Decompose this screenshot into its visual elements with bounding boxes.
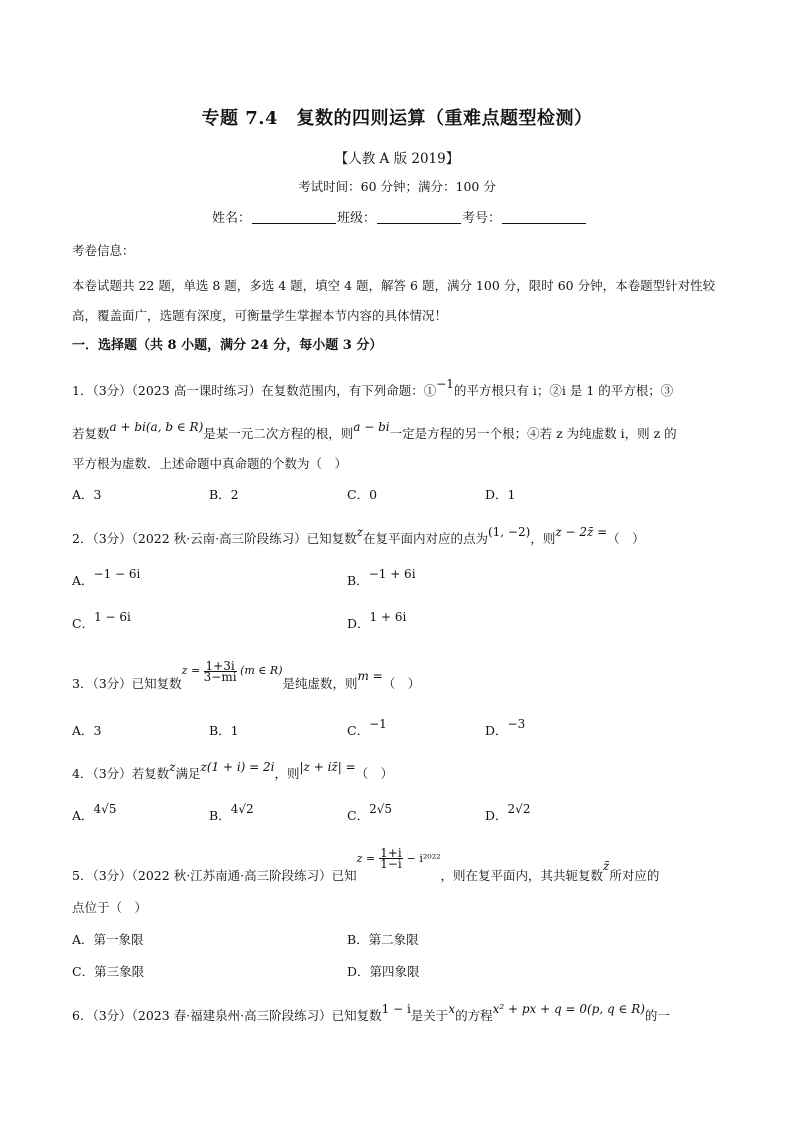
question-6-text: 的一: [644, 1008, 670, 1023]
option-d[interactable]: D．1: [485, 487, 516, 502]
question-5-line-2: 点位于（ ）: [72, 900, 148, 915]
question-6-line-1: [72, 1002, 670, 1024]
option-c[interactable]: C．0: [347, 487, 378, 502]
student-info-fields: [212, 207, 587, 226]
section-title: 一．选择题（共 8 小题，满分 24 分，每小题 3 分）: [72, 338, 383, 353]
option-label: D．: [347, 616, 370, 631]
option-b[interactable]: B．2: [209, 487, 239, 502]
question-1-text: 是某一元二次方程的根，则: [203, 426, 354, 441]
option-d[interactable]: [485, 802, 531, 824]
question-2-text: 2．（3分）（2022 秋·云南·高三阶段练习）已知复数: [72, 531, 357, 546]
question-3-text: 3．（3分）已知复数: [72, 676, 182, 691]
option-value: −1 − 6i: [93, 567, 141, 581]
option-label: D．: [485, 723, 508, 738]
option-a[interactable]: [72, 567, 141, 589]
option-a[interactable]: A．第一象限: [72, 932, 144, 947]
option-c[interactable]: [347, 802, 392, 824]
option-value: 4√5: [93, 802, 117, 816]
math-expression: z =: [356, 852, 376, 865]
math-expression: m =: [357, 669, 383, 683]
info-text: 本卷试题共 22 题，单选 8 题，多选 4 题，填空 4 题，解答 6 题，满分 100 分，限时 60 分钟，本卷题型针对性较高，覆盖面广，选题有深度，可衡量学生掌握本节内容的具体情况！: [72, 278, 716, 323]
option-b[interactable]: [347, 567, 416, 589]
question-3-text: （ ）: [382, 676, 421, 691]
option-label: D．: [485, 808, 508, 823]
math-expression: z(1 + i) = 2i: [200, 760, 275, 774]
math-fraction-expression: [356, 846, 441, 871]
question-3-line-1: [72, 658, 421, 691]
option-a[interactable]: A．3: [72, 723, 102, 738]
fraction-numerator: 1+i: [380, 846, 402, 860]
question-1-line-3: 平方根为虚数．上述命题中真命题的个数为（ ）: [72, 456, 348, 471]
fraction: [203, 658, 237, 684]
math-expression: − i²⁰²²: [406, 852, 441, 865]
math-expression: 1 − i: [381, 1002, 411, 1016]
option-value: −1 + 6i: [368, 567, 416, 581]
fraction-numerator: 1+3i: [205, 658, 235, 673]
question-1-text: 1．（3分）（2023 高一课时练习）在复数范围内，有下列命题：①: [72, 383, 437, 398]
question-1-line-2: [72, 420, 677, 442]
question-2-text: （ ）: [607, 531, 645, 546]
edition-label: 【人教 A 版 2019】: [334, 151, 460, 167]
math-expression: z =: [181, 664, 201, 677]
fraction: [379, 848, 403, 869]
option-a[interactable]: [72, 802, 117, 824]
option-a[interactable]: A．3: [72, 487, 102, 502]
question-6-text: 6．（3分）（2023 春·福建泉州·高三阶段练习）已知复数: [72, 1008, 382, 1023]
question-6-text: 是关于: [410, 1008, 449, 1023]
question-5-text: 所对应的: [609, 868, 660, 883]
math-expression: a + bi(a, b ∈ R): [109, 420, 204, 434]
math-expression: z: [169, 760, 176, 774]
option-label: C．: [347, 808, 370, 823]
math-expression: (1, −2): [487, 525, 531, 539]
option-d[interactable]: D．第四象限: [347, 964, 420, 979]
math-expression: −1: [436, 377, 454, 391]
math-expression: z̄: [603, 859, 610, 873]
question-2-line-1: [72, 525, 645, 547]
question-4-text: 4．（3分）若复数: [72, 766, 170, 781]
option-label: B．: [347, 573, 369, 588]
info-heading: 考卷信息：: [72, 243, 135, 258]
exam-time-text: 考试时间：60 分钟；满分：100 分: [298, 179, 496, 194]
question-1-line-1: [72, 377, 674, 399]
page-title: 专题 7.4 复数的四则运算（重难点题型检测）: [201, 108, 593, 129]
math-expression: z: [356, 525, 363, 539]
option-c[interactable]: [72, 610, 131, 632]
math-fraction-expression: [181, 658, 283, 684]
option-b[interactable]: B．1: [209, 723, 239, 738]
math-expression: a − bi: [353, 420, 390, 434]
question-4-line-1: [72, 760, 394, 782]
question-6-text: 的方程: [455, 1008, 493, 1023]
option-value: 2√5: [369, 802, 392, 816]
class-label: 班级：: [337, 211, 377, 226]
question-3-text: 是纯虚数，则: [282, 676, 358, 691]
option-c[interactable]: [347, 717, 387, 739]
fraction-denominator: 3−mi: [203, 669, 237, 684]
question-2-text: 在复平面内对应的点为: [362, 531, 488, 546]
option-value: 4√2: [230, 802, 254, 816]
number-blank[interactable]: [502, 211, 586, 224]
question-1-text: 的平方根只有 i；②i 是 1 的平方根；③: [453, 383, 674, 398]
option-value: −3: [507, 717, 526, 731]
class-blank[interactable]: [377, 211, 461, 224]
name-label: 姓名：: [212, 211, 252, 226]
question-5-text: ，则在复平面内，其共轭复数: [440, 868, 604, 883]
question-2-text: ，则: [530, 531, 556, 546]
math-expression: x: [448, 1002, 456, 1016]
math-expression: z − 2z̄ =: [555, 525, 608, 539]
question-4-text: （ ）: [355, 766, 394, 781]
option-value: 1 + 6i: [369, 610, 407, 624]
question-1-text: 若复数: [72, 426, 110, 441]
question-1-text: 一定是方程的另一个根；④若 z 为纯虚数 i，则 z 的: [389, 426, 677, 441]
option-b[interactable]: [209, 802, 254, 824]
number-label: 考号：: [462, 211, 502, 226]
fraction-denominator: 1−i: [380, 857, 402, 871]
option-d[interactable]: [347, 610, 407, 632]
option-value: 1 − 6i: [94, 610, 131, 624]
option-label: C．: [347, 723, 370, 738]
question-5-line-1: [72, 846, 660, 883]
option-b[interactable]: B．第二象限: [347, 932, 419, 947]
option-d[interactable]: [485, 717, 526, 739]
name-blank[interactable]: [252, 211, 336, 224]
math-expression: |z + iz̄| =: [299, 760, 356, 774]
option-label: A．: [72, 808, 94, 823]
math-expression: (m ∈ R): [240, 664, 283, 677]
question-4-text: ，则: [274, 766, 300, 781]
option-value: −1: [369, 717, 387, 731]
math-expression: x² + px + q = 0(p, q ∈ R): [492, 1002, 645, 1016]
question-4-text: 满足: [175, 766, 201, 781]
option-label: A．: [72, 573, 94, 588]
option-c[interactable]: C．第三象限: [72, 964, 145, 979]
option-label: B．: [209, 808, 231, 823]
option-value: 2√2: [507, 802, 531, 816]
option-label: C．: [72, 616, 95, 631]
question-5-text: 5．（3分）（2022 秋·江苏南通·高三阶段练习）已知: [72, 868, 357, 883]
